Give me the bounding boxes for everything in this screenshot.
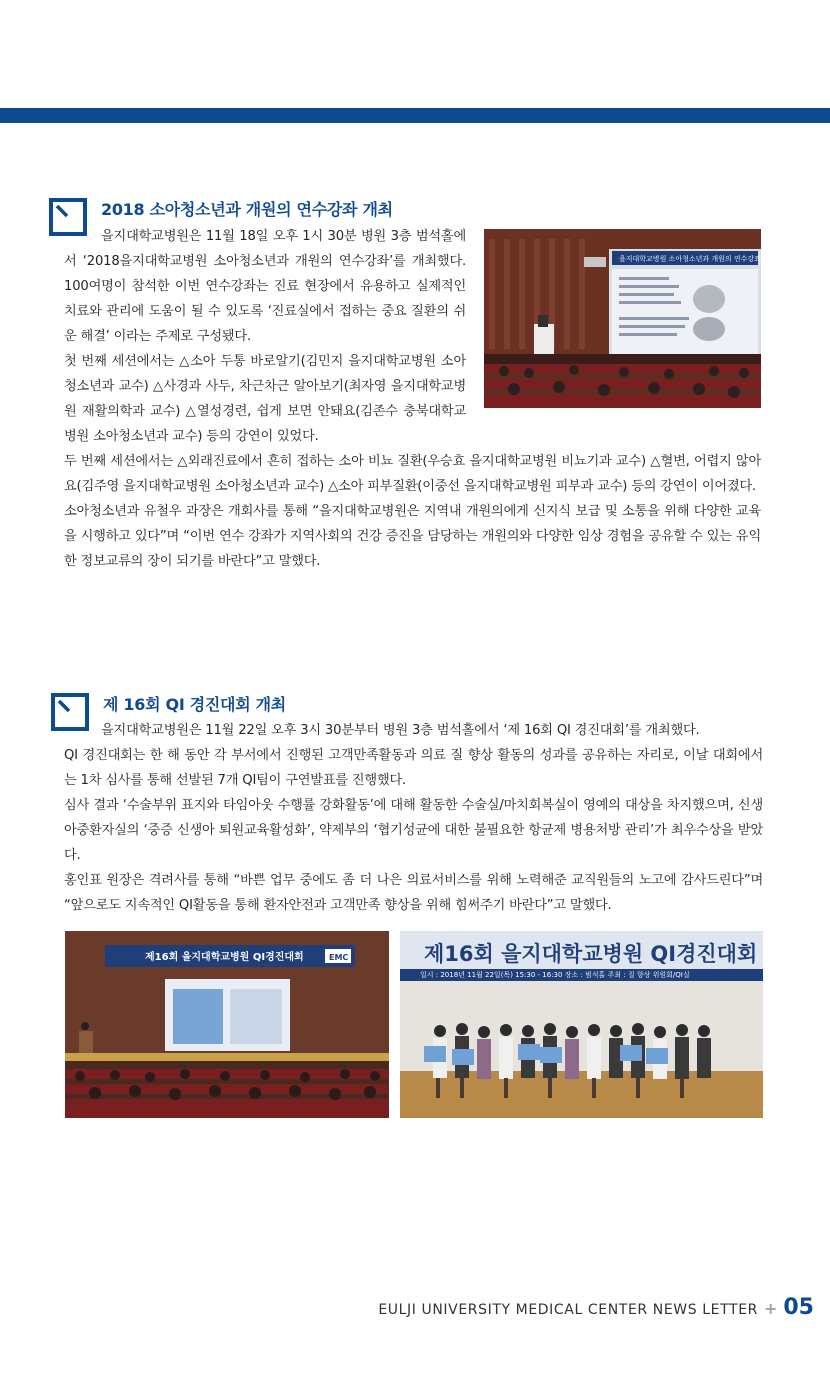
newsletter-name: EULJI UNIVERSITY MEDICAL CENTER NEWS LETTER [378,1302,758,1318]
paragraph: 을지대학교병원은 11월 22일 오후 3시 30분부터 병원 3층 범석홀에서 ‘제 16회 QI 경진대회’를 개최했다. [101,723,700,738]
paragraph: 을지대학교병원은 11월 18일 오후 1시 30분 병원 3층 범석홀에서 ‘2018을지대학교병원 소아청소년과 개원의 연수강좌’를 개최했다. 100여명이 참석한 이번 연수강좌는 진료 현장에서 유용하고 실제적인 치료와 관리에 도움이 될 수 있도록 ‘진료실에서 접하는 중요 질환의 쉬운 해결’ 이라는 주제로 구성됐다. [64,229,466,344]
seminar-photo [484,229,761,408]
article-body [64,449,761,574]
paragraph: 심사 결과 ‘수술부위 표지와 타임아웃 수행률 강화활동’에 대해 활동한 수술실/마치회복실이 영예의 대상을 차지했으며, 신생아중환자실의 ‘중증 신생아 퇴원교육활성화’, 약제부의 ‘협기성균에 대한 불필요한 항균제 병용처방 관리’가 최우수상을 받았다. [64,798,763,863]
banner-title: 제16회 을지대학교병원 QI경진대회 [424,942,758,966]
paragraph: 소아청소년과 유철우 과장은 개회사를 통해 “을지대학교병원은 지역내 개원의에게 신지식 보급 및 소통을 위해 다양한 교육을 시행하고 있다”며 “이번 연수 강좌가 지역사회의 건강 증진을 담당하는 개원의와 다양한 임상 경험을 공유할 수 있는 유익한 정보교류의 장이 되기를 바란다”고 말했다. [64,504,761,569]
paragraph: QI 경진대회는 한 해 동안 각 부서에서 진행된 고객만족활동과 의료 질 향상 활동의 성과를 공유하는 자리로, 이날 대회에서는 1차 심사를 통해 선발된 7개 QI팀이 구연발표를 진행했다. [64,748,763,788]
qi-group-photo [400,931,763,1118]
slide-title: 을지대학교병원 소아청소년과 개원의 연수강좌 [619,255,761,263]
banner-logo: EMC [329,953,349,962]
paragraph: 첫 번째 세션에서는 △소아 두통 바로알기(김민지 을지대학교병원 소아청소년과 교수) △사경과 사두, 차근차근 알아보기(최자영 을지대학교병원 재활의학과 교수) △열성경련, 쉽게 보면 안돼요(김존수 충북대학교병원 소아청소년과 교수) 등의 강연이 있었다. [64,354,466,444]
paragraph: 두 번째 세션에서는 △외래진료에서 흔히 접하는 소아 비뇨 질환(우승효 을지대학교병원 비뇨기과 교수) △혈변, 어렵지 않아요(김주영 을지대학교병원 소아청소년과 교수) △소아 피부질환(이중선 을지대학교병원 피부과 교수) 등의 강연이 이어졌다. [64,454,761,494]
paragraph: 홍인표 원장은 격려사를 통해 “바쁜 업무 중에도 좀 더 나은 의료서비스를 위해 노력해준 교직원들의 노고에 감사드린다”며 “앞으로도 지속적인 QI활동을 통해 환자안전과 고객만족 향상을 위해 힘써주기 바란다”고 말했다. [64,873,763,913]
plus-icon: + [763,1299,778,1318]
page-number: 05 [783,1295,814,1320]
qi-presentation-photo [65,931,389,1118]
article-body [64,718,763,918]
article-body [64,224,466,449]
article-title: 2018 소아청소년과 개원의 연수강좌 개최 [101,200,393,219]
banner-info: 일시 : 2018년 11월 22일(목) 15:30 - 16:30 장소 : 범석홀 주최 : 질 향상 위원회/QI실 [420,971,690,979]
article-title: 제 16회 QI 경진대회 개최 [103,695,286,714]
header-bar [0,108,830,123]
banner-title: 제16회 을지대학교병원 QI경진대회 [145,952,304,963]
footer [378,1295,814,1320]
